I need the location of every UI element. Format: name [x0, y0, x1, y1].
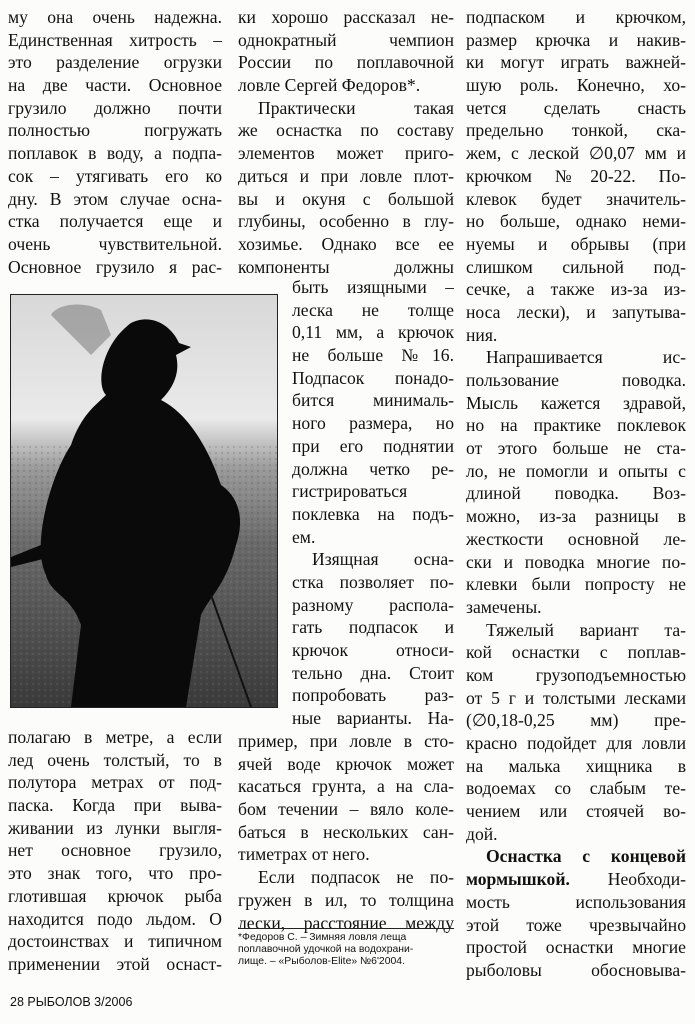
- text-line: гать подпасок и: [292, 617, 454, 638]
- text-line: (∅0,18-0,25 мм) пре-: [466, 710, 686, 731]
- text-line: рыболовы обосновыва-: [466, 959, 686, 980]
- text-line: должна четко ре-: [292, 458, 454, 479]
- text-line: чением или стоячей во-: [466, 801, 686, 822]
- text-line: гружен в ил, то толщина: [238, 889, 454, 910]
- text-line: Основное грузило я рас-: [8, 256, 222, 277]
- text-line: вы и окуня с большой: [238, 188, 454, 209]
- text-line: ем.: [292, 526, 316, 547]
- text-line: бится минималь-: [292, 390, 454, 411]
- text-line: при его поднятии: [292, 435, 454, 456]
- text-line: тиметрах от него.: [238, 844, 370, 865]
- text-line: этой тоже чрезвычайно: [466, 914, 686, 935]
- text-line: очень чувствительной.: [8, 233, 222, 254]
- text-line: это знак того, что про-: [8, 863, 222, 884]
- text-line: леска не толще: [292, 299, 454, 320]
- text-line: предельно тонкой, ска-: [466, 120, 686, 141]
- column-3: [466, 6, 686, 982]
- text-line: замечены.: [466, 596, 542, 617]
- text-line: ски и поводка многие по-: [466, 551, 686, 572]
- column-2-wrap: [292, 276, 454, 730]
- text-line: полностью погружать: [8, 120, 222, 141]
- text-line: нет основное грузило,: [8, 840, 222, 861]
- text-line: хозимье. Однако все ее: [238, 233, 454, 254]
- text-line: лески, расстояние между: [238, 912, 454, 933]
- angler-silhouette-photo: [10, 294, 278, 708]
- text-line: му она очень надежна.: [8, 7, 222, 27]
- section-heading-cont: мормышкой. Необходи-: [466, 869, 686, 890]
- text-line: но больше, однако неми-: [466, 211, 686, 232]
- text-line: стка получается еще и: [8, 211, 222, 232]
- text-line: пример, при ловле в сто-: [238, 731, 454, 751]
- text-line: можно, из-за разницы в: [466, 506, 686, 527]
- text-line: касаться грунта, а на сла-: [238, 776, 454, 797]
- text-line: поплавок в воду, а подпа-: [8, 143, 222, 164]
- page-folio: 28 РЫБОЛОВ 3/2006: [10, 995, 133, 1009]
- column-1-bottom: [8, 726, 222, 976]
- text-line: полутора метрах от под-: [8, 772, 222, 793]
- text-line: тельно дна. Стоит: [292, 662, 454, 683]
- text-line: полагаю в метре, а если: [8, 727, 222, 747]
- text-line: но на практике поклевок: [466, 415, 686, 436]
- text-line: это разделение огрузки: [8, 52, 222, 73]
- text-line: длиной поводка. Воз-: [466, 483, 686, 504]
- text-line: живании из лунки выгля-: [8, 817, 222, 838]
- text-line: жем, с леской ∅0,07 мм и: [466, 143, 686, 164]
- text-line: Изящная осна-: [312, 549, 454, 570]
- text-line: глотившая крючок рыба: [8, 885, 222, 906]
- text-line: ло, не помогли и опыты с: [466, 460, 686, 481]
- text-line: красно подойдет для ловли: [466, 733, 686, 753]
- text-line: носа лески), и запутыва-: [466, 301, 686, 322]
- text-line: подпаском и крючком,: [466, 7, 686, 27]
- text-line: простой оснастки многие: [466, 937, 686, 958]
- text-line: ного размера, но: [292, 413, 454, 434]
- section-heading: Оснастка с концевой: [486, 846, 686, 867]
- text-line: Напрашивается ис-: [486, 347, 686, 368]
- text-line: паска. Когда при выва-: [8, 795, 222, 816]
- text-line: от 5 г и толстыми лесками: [466, 687, 686, 708]
- text-line: гистрироваться: [292, 481, 408, 502]
- text-line: жесткости основной ле-: [466, 528, 686, 549]
- footnote-line: *Федоров С. – Зимняя ловля леща: [238, 932, 407, 943]
- text-line: достоинствах и типичном: [8, 931, 222, 952]
- text-line: бом течении – вяло коле-: [238, 799, 454, 820]
- text-line: пользование поводка.: [466, 370, 686, 390]
- text-line: Мысль кажется здравой,: [466, 392, 686, 413]
- photo-illustration: [11, 295, 277, 707]
- text-line: клевок будет значитель-: [466, 188, 686, 209]
- text-line: шую роль. Конечно, хо-: [466, 75, 686, 96]
- text-line: ком грузоподъемностью: [466, 664, 686, 685]
- text-line: 0,11 мм, а крючок: [292, 322, 454, 343]
- footnote: [238, 928, 454, 968]
- text-line: лед очень толстый, то в: [8, 749, 222, 770]
- text-line: ячей воде крючок может: [238, 753, 454, 774]
- text-line: клевки были попросту не: [466, 574, 686, 595]
- text-line: Если подпасок не по-: [258, 867, 454, 888]
- text-line: применении этой оснаст-: [8, 953, 222, 974]
- text-line: попробовать раз-: [292, 685, 454, 706]
- text-line: же оснастка по составу: [238, 120, 454, 141]
- text-line: чется сделать снасть: [466, 97, 686, 118]
- text-line: Подпасок понадо-: [292, 367, 454, 388]
- text-line: диться и при ловле плот-: [238, 165, 454, 186]
- text-line: находится подо льдом. О: [8, 908, 222, 929]
- text-line: от этого больше не ста-: [466, 438, 686, 459]
- footnote-line: поплавочной удочкой на водохрани-: [238, 944, 414, 955]
- text-line: быть изящными –: [292, 277, 454, 297]
- text-line: компоненты должны: [238, 256, 454, 277]
- text-line: ные варианты. На-: [292, 708, 454, 729]
- text-line: ловле Сергей Федоров*.: [238, 75, 421, 96]
- text-line: не больше №16.: [292, 345, 454, 366]
- text-line: Единственная хитрость –: [8, 29, 222, 50]
- column-2-top: [238, 6, 454, 278]
- text-line: России по поплавочной: [238, 52, 454, 73]
- text-line: дой.: [466, 823, 498, 844]
- text-line: ния.: [466, 324, 498, 345]
- text-line: Тяжелый вариант та-: [486, 619, 686, 640]
- text-line: нуемы и обрывы (при: [466, 233, 686, 254]
- text-line: разному распола-: [292, 594, 454, 615]
- text-line: баться в нескольких сан-: [238, 821, 454, 842]
- text-line: Практически такая: [258, 97, 454, 118]
- text-line: поклевка на подъ-: [292, 503, 454, 524]
- text-line: на две части. Основное: [8, 75, 222, 96]
- column-1-top: [8, 6, 222, 278]
- text-line: крючок относи-: [292, 640, 454, 660]
- footnote-line: лище. – «Рыболов-Elite» №6'2004.: [238, 956, 405, 967]
- text-line: ки могут играть важней-: [466, 52, 686, 73]
- text-line: слишком сильной под-: [466, 256, 686, 277]
- text-line: сечке, а также из-за из-: [466, 279, 686, 300]
- text-line: мость использования: [466, 891, 686, 912]
- text-line: грузило должно почти: [8, 97, 222, 118]
- text-line: глубины, особенно в глу-: [238, 211, 454, 232]
- text-line: элементов может приго-: [238, 143, 454, 164]
- text-line: стка позволяет по-: [292, 571, 454, 592]
- text-line: размер крючка и накив-: [466, 29, 686, 50]
- text-line: крючком №20-22. По-: [466, 165, 686, 186]
- text-line: дну. В этом случае осна-: [8, 188, 222, 209]
- text-line: водоемах со слабым те-: [466, 778, 686, 799]
- column-2-bottom: [238, 730, 454, 934]
- text-line: сок – утягивать его ко: [8, 165, 222, 186]
- text-line: на малька хищника в: [466, 755, 686, 776]
- text-line: однократный чемпион: [238, 29, 454, 50]
- text-line: кой оснастки с поплав-: [466, 642, 686, 663]
- text-line: ки хорошо рассказал не-: [238, 7, 454, 27]
